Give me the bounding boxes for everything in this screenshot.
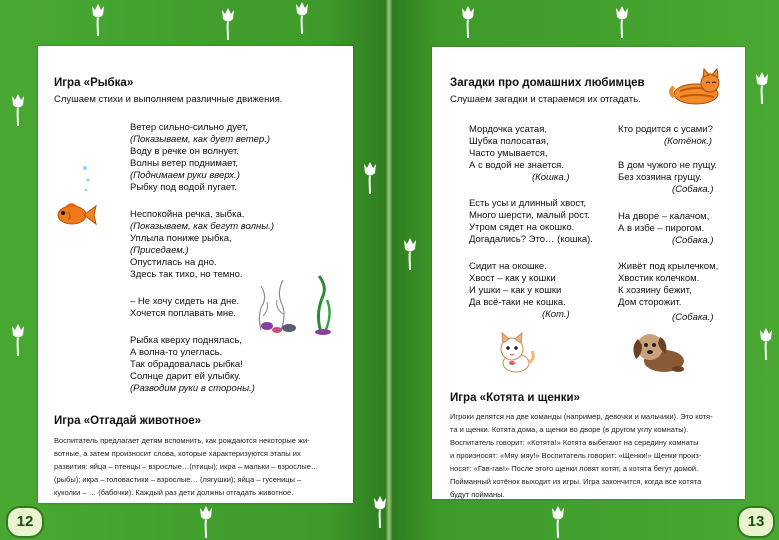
- riddle-line: В дом чужого не пущу.: [618, 160, 718, 171]
- poem-line: Так обрадовалась рыбка!: [130, 359, 243, 370]
- poem-line: (Разводим руки в стороны.): [130, 383, 255, 394]
- game-title: Игра «Котята и щенки»: [450, 392, 580, 404]
- game-text-line: та и щенки. Котята дома, а щенки во дворе (в другом углу комнаты).: [450, 425, 689, 434]
- riddle-line: Кто родится с усами?: [618, 124, 713, 135]
- tulip-decoration-icon: [458, 4, 478, 38]
- kitten-icon: [492, 329, 538, 375]
- poem-line: Неспокойна речка, зыбка.: [130, 209, 245, 220]
- game-text-line: будут пойманы.: [450, 490, 505, 499]
- game-text-line: Воспитатель говорит: «Котята!» Котята выбегают на середину комнаты: [450, 438, 699, 447]
- poem-line: Хочется поплавать мне.: [130, 308, 237, 319]
- riddle-line: А в избе – пирогом.: [618, 223, 705, 234]
- riddle-answer: (Собака.): [672, 184, 714, 195]
- poem-line: Воду в речке он волнует.: [130, 146, 239, 157]
- poem-line: (Поднимаем руки вверх.): [130, 170, 240, 181]
- riddle-line: А с водой не знается.: [469, 160, 564, 171]
- riddle-answer: (Собака.): [672, 235, 714, 246]
- poem-line: Рыбка кверху поднялась,: [130, 335, 242, 346]
- game-text-line: и произносят: «Мяу мяу!» Воспитатель говорит: «Щенки!» Щенки произ-: [450, 451, 702, 460]
- poem-line: Рыбку под водой пугает.: [130, 182, 237, 193]
- poem-line: Уплыла пониже рыбка,: [130, 233, 232, 244]
- tulip-decoration-icon: [756, 326, 776, 360]
- poem-line: Солнце дарит ей улыбку.: [130, 371, 241, 382]
- riddle-line: Мордочка усатая,: [469, 124, 548, 135]
- poem-line: Опустилась на дно.: [130, 257, 217, 268]
- tulip-decoration-icon: [370, 494, 390, 528]
- game-title: Игра «Отгадай животное»: [54, 415, 202, 427]
- cat-icon: [666, 67, 724, 107]
- game-text-line: (рыбы); икра – головастики – взрослые… (лягушки); яйца – гусеницы –: [54, 475, 302, 484]
- page-number-left: 12: [6, 506, 44, 538]
- tulip-decoration-icon: [8, 322, 28, 356]
- riddle-line: Без хозяина грущу.: [618, 172, 702, 183]
- book-gutter: [385, 0, 393, 540]
- tulip-decoration-icon: [400, 236, 420, 270]
- seaweed-icon: [253, 274, 343, 336]
- riddles-intro: Слушаем загадки и стараемся их отгадать.: [450, 94, 641, 105]
- riddle-answer: (Кот.): [542, 309, 570, 320]
- tulip-decoration-icon: [360, 160, 380, 194]
- game-title: Игра «Рыбка»: [54, 77, 134, 89]
- game-text-line: куколки – … (бабочки). Каждый раз дети должны отгадать животное.: [54, 488, 294, 497]
- poem-line: Ветер сильно-сильно дует,: [130, 122, 248, 133]
- poem-line: Волны ветер поднимает,: [130, 158, 239, 169]
- riddle-answer: (Собака.): [672, 312, 714, 323]
- riddle-line: На дворе – калачом,: [618, 211, 710, 222]
- tulip-decoration-icon: [612, 4, 632, 38]
- game-text-line: вотные, а затем произносит слова, которые характеризуются этапы их: [54, 449, 301, 458]
- riddle-line: Дом сторожит.: [618, 297, 682, 308]
- poem-line: (Приседаем.): [130, 245, 189, 256]
- game-text-line: носят: «Гав-гав!» После этого щенки ловят котят, а котята бегут домой.: [450, 464, 699, 473]
- riddle-line: Да всё-таки не кошка.: [469, 297, 566, 308]
- poem-line: Здесь так тихо, но темно.: [130, 269, 243, 280]
- right-page: [432, 47, 745, 499]
- riddle-line: К хозяину бежит,: [618, 285, 692, 296]
- riddle-line: Хвост – как у кошки: [469, 273, 556, 284]
- riddle-line: Часто умывается,: [469, 148, 548, 159]
- riddle-line: И ушки – как у кошки: [469, 285, 562, 296]
- puppy-icon: [628, 323, 688, 377]
- tulip-decoration-icon: [196, 504, 216, 538]
- tulip-decoration-icon: [8, 92, 28, 126]
- game-text-line: Пойманный котёнок выходит из игры. Игра закончится, когда все котята: [450, 477, 702, 486]
- tulip-decoration-icon: [218, 6, 238, 40]
- tulip-decoration-icon: [752, 70, 772, 104]
- riddle-line: Хвостик колечком.: [618, 273, 700, 284]
- riddle-line: Сидит на окошке.: [469, 261, 547, 272]
- left-page: [38, 46, 353, 503]
- game-intro: Слушаем стихи и выполняем различные движения.: [54, 94, 283, 105]
- riddles-title: Загадки про домашних любимцев: [450, 77, 645, 89]
- poem-line: (Показываем, как бегут волны.): [130, 221, 275, 232]
- page-number-right: 13: [737, 506, 775, 538]
- tulip-decoration-icon: [292, 0, 312, 34]
- riddle-answer: (Котёнок.): [664, 136, 713, 147]
- tulip-decoration-icon: [88, 2, 108, 36]
- riddle-line: Шубка полосатая,: [469, 136, 549, 147]
- game-text-line: Воспитатель предлагает детям вспомнить, как рождаются некоторые жи-: [54, 436, 310, 445]
- game-text-line: Игроки делятся на две команды (например, девочки и мальчики). Это котя-: [450, 412, 713, 421]
- poem-line: – Не хочу сидеть на дне.: [130, 296, 240, 307]
- tulip-decoration-icon: [548, 504, 568, 538]
- poem-line: (Показываем, как дует ветер.): [130, 134, 271, 145]
- riddle-answer: (Кошка.): [532, 172, 570, 183]
- riddle-line: Есть усы и длинный хвост,: [469, 198, 587, 209]
- riddle-line: Утром сядет на окошко.: [469, 222, 575, 233]
- game-text-line: развития: яйца – птенцы – взрослые…(птицы); икра – мальки – взрослые…: [54, 462, 319, 471]
- fish-icon: [52, 162, 98, 232]
- riddle-line: Живёт под крылечком,: [618, 261, 719, 272]
- riddle-line: Много шерсти, малый рост.: [469, 210, 590, 221]
- riddle-line: Догадались? Это… (кошка).: [469, 234, 593, 245]
- poem-line: А волна-то улеглась.: [130, 347, 223, 358]
